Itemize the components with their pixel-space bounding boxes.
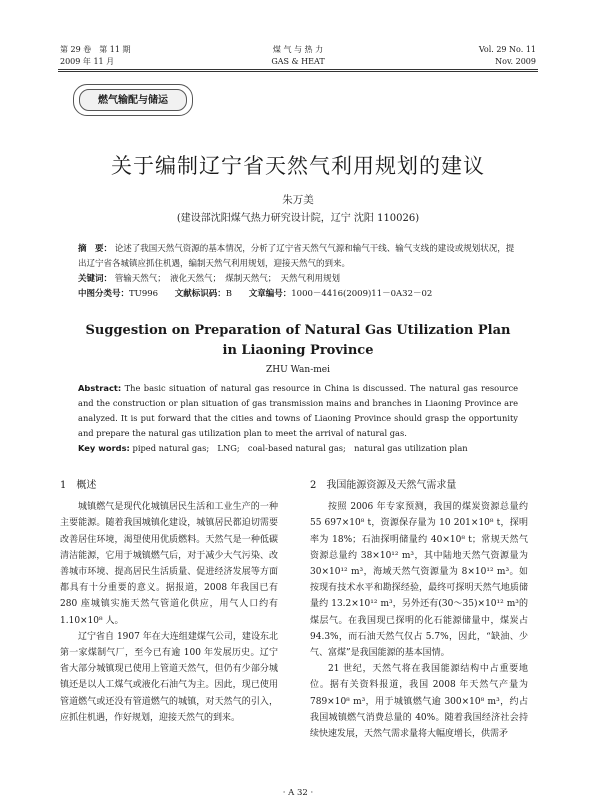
author-name-en: ZHU Wan-mei [266, 365, 330, 375]
article-no-value: 1000－4416(2009)11－0A32－02 [291, 289, 433, 299]
article-title-en [60, 321, 536, 361]
abstract-en-label: Abstract: [78, 383, 122, 393]
keywords-cn-text: 管输天然气； 液化天然气； 煤制天然气； 天然气利用规划 [114, 274, 340, 284]
header-center-line2: GAS & HEAT [271, 57, 325, 66]
title-en-line2: in Liaoning Province [222, 343, 374, 358]
header-left-line1: 第 29 卷 第 11 期 [60, 45, 131, 54]
section-category-badge [73, 84, 193, 116]
keywords-en-label: Key words: [78, 443, 130, 453]
doc-code-label: 文献标识码： [174, 289, 226, 299]
body-paragraph: 按照 2006 年专家预测，我国的煤炭资源总量约 55 697×10⁸ t，资源保存量为 10 201×10⁸ t，探明率为 18%；石油探明储量约 40×10⁸ t；常规天然气资源总量约 38×10¹² m³，其中陆地天然气资源量为 30×10¹² m³，海域天然气资源量为 8×10¹² m³。如按现有技术水平和勘探经验，最终可探明天然气地质储量约 13.2×10¹² m³，另外还有(30～35)×10¹² m³的煤层气。在我国现已探明的化石能源储量中，煤炭占 94.3%，而石油天然气仅占 5.7%，因此，“缺油、少气、富煤”是我国能源的基本国情。 [310, 502, 528, 659]
body-paragraph: 21 世纪，天然气将在我国能源结构中占重要地位。据有关资料报道，我国 2008 年天然气产量为 789×10⁸ m³，用于城镇燃气逾 300×10⁸ m³，约占我国城镇燃气消费总量的 40%。随着我国经济社会持续快速发展，天然气需求量将大幅度增长，供需矛 [310, 664, 528, 740]
body-column-right [310, 478, 528, 742]
page-number: · A 32 · [282, 788, 314, 798]
abstract-en [78, 381, 518, 441]
header-right-line2: Nov. 2009 [495, 57, 536, 66]
header-volume-info-en [479, 44, 536, 68]
classification-line [78, 287, 518, 302]
clc-label: 中图分类号： [78, 289, 130, 299]
article-title-cn: 关于编制辽宁省天然气利用规划的建议 [111, 154, 485, 178]
abstract-en-text: The basic situation of natural gas resource in China is discussed. The natural gas resource and the construction or plan situation of gas transmission mains and branches in Liaoning Province are analyzed. It is put forward that the cities and towns of Liaoning Province should grasp the opportunity and prepare the natural gas utilization plan to meet the arrival of natural gas. [78, 383, 518, 438]
abstract-cn-label: 摘 要： [78, 244, 113, 254]
header-right-line1: Vol. 29 No. 11 [478, 45, 536, 54]
author-affiliation-cn: (建设部沈阳煤气热力研究设计院，辽宁 沈阳 110026) [176, 213, 420, 224]
section-heading: 2 我国能源资源及天然气需求量 [310, 480, 457, 491]
abstract-block-en [78, 381, 518, 456]
keywords-cn-label: 关键词： [78, 274, 113, 284]
doc-code-value: B [225, 289, 233, 299]
author-name-cn: 朱万美 [282, 194, 314, 206]
header-center-line1: 煤 气 与 热 力 [272, 45, 324, 54]
header-left-line2: 2009 年 11 月 [60, 57, 115, 66]
abstract-cn [78, 242, 518, 272]
title-en-line1: Suggestion on Preparation of Natural Gas Utilization Plan [85, 323, 511, 338]
body-paragraph: 辽宁省自 1907 年在大连组建煤气公司，建设东北第一家煤制气厂，至今已有逾 100 年发展历史。辽宁省大部分城镇现已使用上管道天然气，但仍有少部分城镇还是以人工煤气或液化石油气为主。因此，现已使用管道燃气或还没有管道燃气的城镇，对天然气的引入，应抓住机遇，作好规划，迎接天然气的到来。 [60, 631, 278, 723]
keywords-en [78, 441, 518, 456]
abstract-block-cn [78, 242, 518, 302]
body-column-left [60, 478, 278, 726]
article-no-label: 文章编号： [248, 289, 292, 299]
keywords-en-text: piped natural gas; LNG; coal-based natural gas; natural gas utilization plan [132, 443, 468, 453]
keywords-cn [78, 272, 518, 287]
header-rule [58, 69, 538, 70]
body-paragraph: 城镇燃气是现代化城镇居民生活和工业生产的一种主要能源。随着我国城镇化建设，城镇居民都迫切需要改善居住环境，渴望使用优质燃料。天然气是一种低碳清洁能源，它用于城镇燃气后，对于减少大气污染、改善城市环境、提高居民生活质量、促进经济发展等方面都具有十分重要的意义。据报道，2008 年我国已有 280 座城镇实施天然气管道化供应，用气人口约有 1.10×10⁸ 人。 [60, 502, 278, 626]
header-rule-secondary [58, 71, 538, 72]
clc-value: TU996 [129, 289, 159, 299]
abstract-cn-text: 论述了我国天然气资源的基本情况，分析了辽宁省天然气气源和输气干线、输气支线的建设或规划状况，提出辽宁省各城镇应抓住机遇，编制天然气利用规划，迎接天然气的到来。 [78, 244, 515, 269]
section-heading: 1 概述 [60, 480, 97, 491]
section-category-label: 燃气输配与储运 [79, 89, 187, 111]
